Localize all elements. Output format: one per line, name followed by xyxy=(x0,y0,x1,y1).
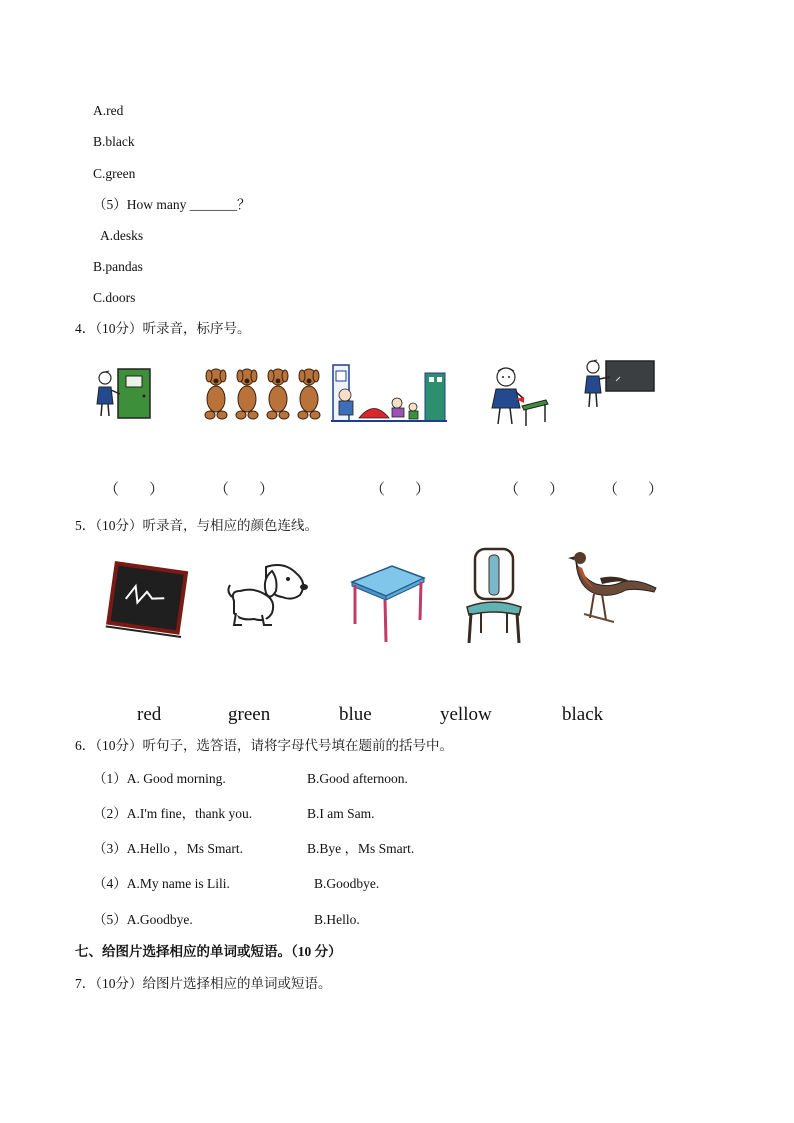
dogs-illustration xyxy=(200,365,326,423)
option-b: B.Bye ，Ms Smart. xyxy=(307,841,415,856)
option-a: （5）A.Goodbye. xyxy=(93,912,193,927)
option-text: B.black xyxy=(93,134,135,149)
option-b: B.Hello. xyxy=(314,912,360,927)
dog-illustration xyxy=(226,557,314,629)
girl-blackboard-illustration xyxy=(582,357,656,415)
option-a: （4）A.My name is Lili. xyxy=(93,876,230,891)
answer-blank[interactable]: （ ） xyxy=(504,482,565,498)
question-text: （5）How many _______？ xyxy=(93,197,251,212)
option-a: （1）A. Good morning. xyxy=(93,771,226,786)
answer-blank[interactable]: （ ） xyxy=(214,482,275,498)
color-word-yellow: yellow xyxy=(440,704,492,725)
color-word-blue: blue xyxy=(339,704,372,725)
option-text: A.desks xyxy=(100,228,144,243)
option-text: B.pandas xyxy=(93,259,143,274)
answer-blank[interactable]: （ ） xyxy=(370,482,431,498)
color-word-red: red xyxy=(137,704,162,725)
table-illustration xyxy=(348,560,428,644)
question-title: 6．（10分）听句子，选答语，请将字母代号填在题前的括号中。 xyxy=(75,738,453,753)
option-b: B.I am Sam. xyxy=(307,806,375,821)
classroom-illustration xyxy=(331,363,447,423)
color-word-green: green xyxy=(228,704,271,725)
girl-door-illustration xyxy=(94,366,158,422)
option-text: C.green xyxy=(93,166,136,181)
color-word-black: black xyxy=(562,704,604,725)
option-b: B.Good afternoon. xyxy=(307,771,408,786)
blackboard-illustration xyxy=(104,554,192,644)
girl-desk-illustration xyxy=(484,366,552,430)
question-title: 5．（10分）听录音，与相应的颜色连线。 xyxy=(75,518,318,533)
option-text: C.doors xyxy=(93,290,136,305)
question-title: 7．（10分）给图片选择相应的单词或短语。 xyxy=(75,976,332,991)
option-b: B.Goodbye. xyxy=(314,876,380,891)
answer-blank[interactable]: （ ） xyxy=(603,482,664,498)
option-a: （2）A.I'm fine，thank you. xyxy=(93,806,253,821)
bird-illustration xyxy=(566,548,658,626)
option-a: （3）A.Hello ，Ms Smart. xyxy=(93,841,243,856)
chair-illustration xyxy=(463,547,525,645)
question-title: 4．（10分）听录音，标序号。 xyxy=(75,321,251,336)
section-heading: 七、给图片选择相应的单词或短语。（10 分） xyxy=(75,944,342,959)
answer-blank[interactable]: （ ） xyxy=(104,482,165,498)
option-text: A.red xyxy=(93,103,124,118)
